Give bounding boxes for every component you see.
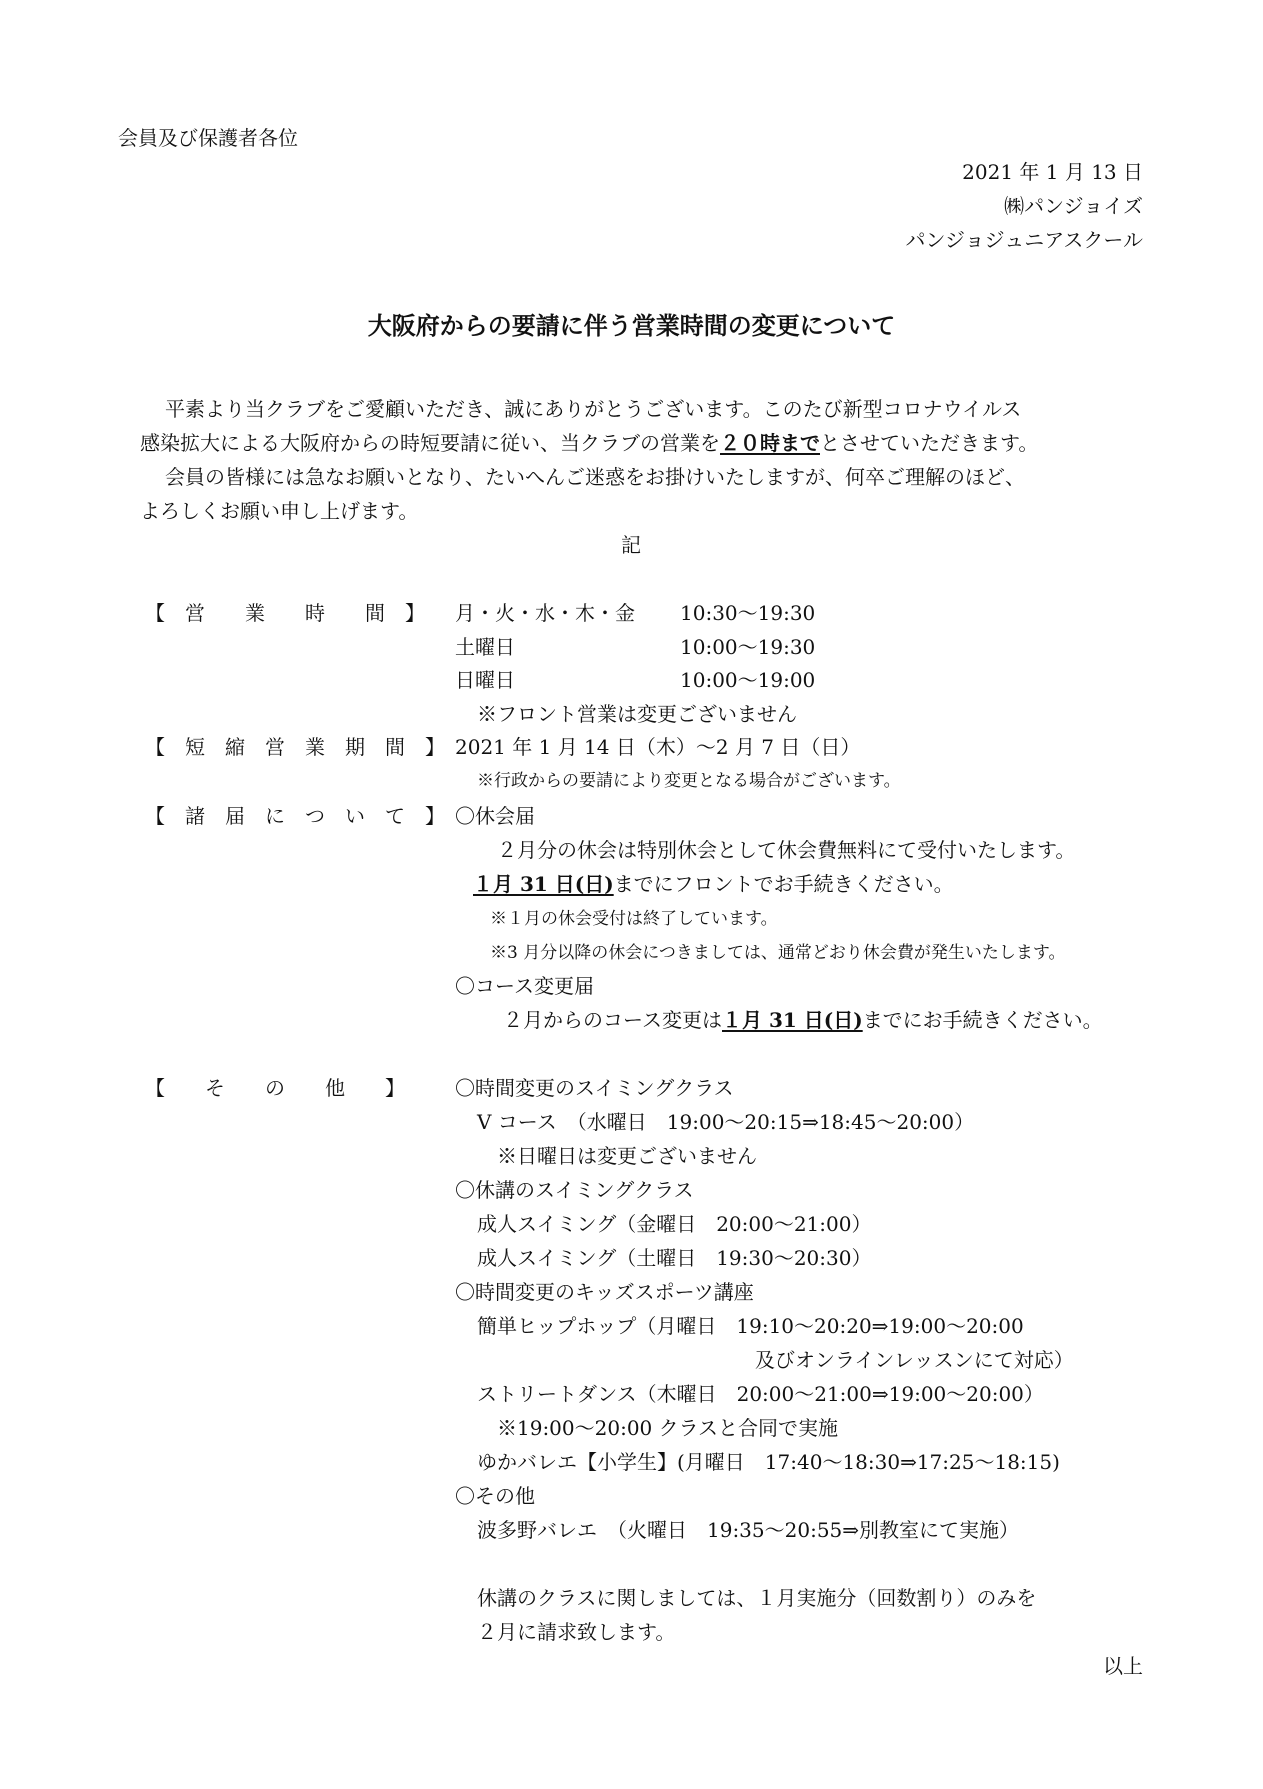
period-value: 2021 年 1 月 14 日（木）～2 月 7 日（日） <box>455 735 861 759</box>
school-name: パンジョジュニアスクール <box>905 228 1143 252</box>
other-line-0: 〇時間変更のスイミングクラス <box>455 1076 734 1100</box>
hours-label: 【 営 業 時 間 】 <box>145 601 425 625</box>
period-note: ※行政からの要請により変更となる場合がございます。 <box>477 771 901 791</box>
other-line-1: V コース （水曜日 19:00～20:15⇒18:45～20:00） <box>477 1110 975 1134</box>
intro-line-2 <box>140 427 1038 456</box>
company-name: ㈱パンジョイズ <box>1004 194 1143 218</box>
course-heading: 〇コース変更届 <box>455 974 594 998</box>
other-line-2: ※日曜日は変更ございません <box>497 1144 757 1168</box>
intro-line-3: 会員の皆様には急なお願いとなり、たいへんご迷惑をお掛けいたしますが、何卒ご理解のほど、 <box>165 465 1025 489</box>
other-line-8: 及びオンラインレッスンにて対応） <box>755 1348 1074 1372</box>
hours-days-0: 月・火・水・木・金 <box>455 601 635 625</box>
ki-mark: 記 <box>621 533 641 557</box>
other-line-14: 休講のクラスに関しましては、１月実施分（回数割り）のみを <box>477 1586 1037 1610</box>
closing-mark: 以上 <box>1103 1654 1143 1678</box>
other-line-6: 〇時間変更のキッズスポーツ講座 <box>455 1280 754 1304</box>
leave-deadline-date: １月 31 日(日) <box>473 872 614 896</box>
hours-time-0: 10:30～19:30 <box>680 601 816 625</box>
other-line-11: ゆかバレエ【小学生】(月曜日 17:40～18:30⇒17:25～18:15) <box>477 1450 1060 1474</box>
course-line-a: ２月からのコース変更は <box>503 1008 722 1032</box>
issue-date: 2021 年 1 月 13 日 <box>962 160 1143 184</box>
hours-time-1: 10:00～19:30 <box>680 635 816 659</box>
course-line-b: までにお手続きください。 <box>862 1008 1103 1032</box>
hours-time-2: 10:00～19:00 <box>680 668 816 692</box>
intro-line-2a: 感染拡大による大阪府からの時短要請に従い、当クラブの営業を <box>140 431 720 455</box>
hours-days-2: 日曜日 <box>455 668 515 692</box>
other-line-9: ストリートダンス（木曜日 20:00～21:00⇒19:00～20:00） <box>477 1382 1044 1406</box>
hours-note: ※フロント営業は変更ございません <box>477 702 797 726</box>
leave-note-2: ※3 月分以降の休会につきましては、通常どおり休会費が発生いたします。 <box>490 943 1066 963</box>
forms-label: 【 諸 届 に つ い て 】 <box>145 804 445 828</box>
hours-days-1: 土曜日 <box>455 635 515 659</box>
leave-deadline <box>473 868 954 897</box>
other-line-5: 成人スイミング（土曜日 19:30～20:30） <box>477 1246 872 1270</box>
intro-emphasis: ２０時まで <box>720 431 820 455</box>
leave-line-1: ２月分の休会は特別休会として休会費無料にて受付いたします。 <box>497 838 1076 862</box>
other-label: 【 そ の 他 】 <box>145 1076 405 1100</box>
addressee: 会員及び保護者各位 <box>118 126 298 150</box>
intro-line-1: 平素より当クラブをご愛顧いただき、誠にありがとうございます。このたび新型コロナウイルス <box>165 397 1022 421</box>
other-line-7: 簡単ヒップホップ（月曜日 19:10～20:20⇒19:00～20:00 <box>477 1314 1024 1338</box>
course-line <box>503 1004 1103 1033</box>
page-title: 大阪府からの要請に伴う営業時間の変更について <box>367 312 896 340</box>
other-line-12: 〇その他 <box>455 1484 535 1508</box>
leave-note-1: ※１月の休会受付は終了しています。 <box>490 909 778 929</box>
leave-deadline-text: までにフロントでお手続きください。 <box>613 872 954 896</box>
other-line-3: 〇休講のスイミングクラス <box>455 1178 694 1202</box>
intro-line-4: よろしくお願い申し上げます。 <box>140 499 419 523</box>
other-line-10: ※19:00～20:00 クラスと合同で実施 <box>497 1416 839 1440</box>
other-line-13: 波多野バレエ （火曜日 19:35～20:55⇒別教室にて実施） <box>477 1518 1020 1542</box>
intro-line-2b: とさせていただきます。 <box>820 431 1039 455</box>
other-line-4: 成人スイミング（金曜日 20:00～21:00） <box>477 1212 872 1236</box>
course-deadline-date: １月 31 日(日) <box>722 1008 863 1032</box>
period-label: 【 短 縮 営 業 期 間 】 <box>145 735 445 759</box>
other-line-15: ２月に請求致します。 <box>477 1620 676 1644</box>
leave-heading: 〇休会届 <box>455 804 535 828</box>
